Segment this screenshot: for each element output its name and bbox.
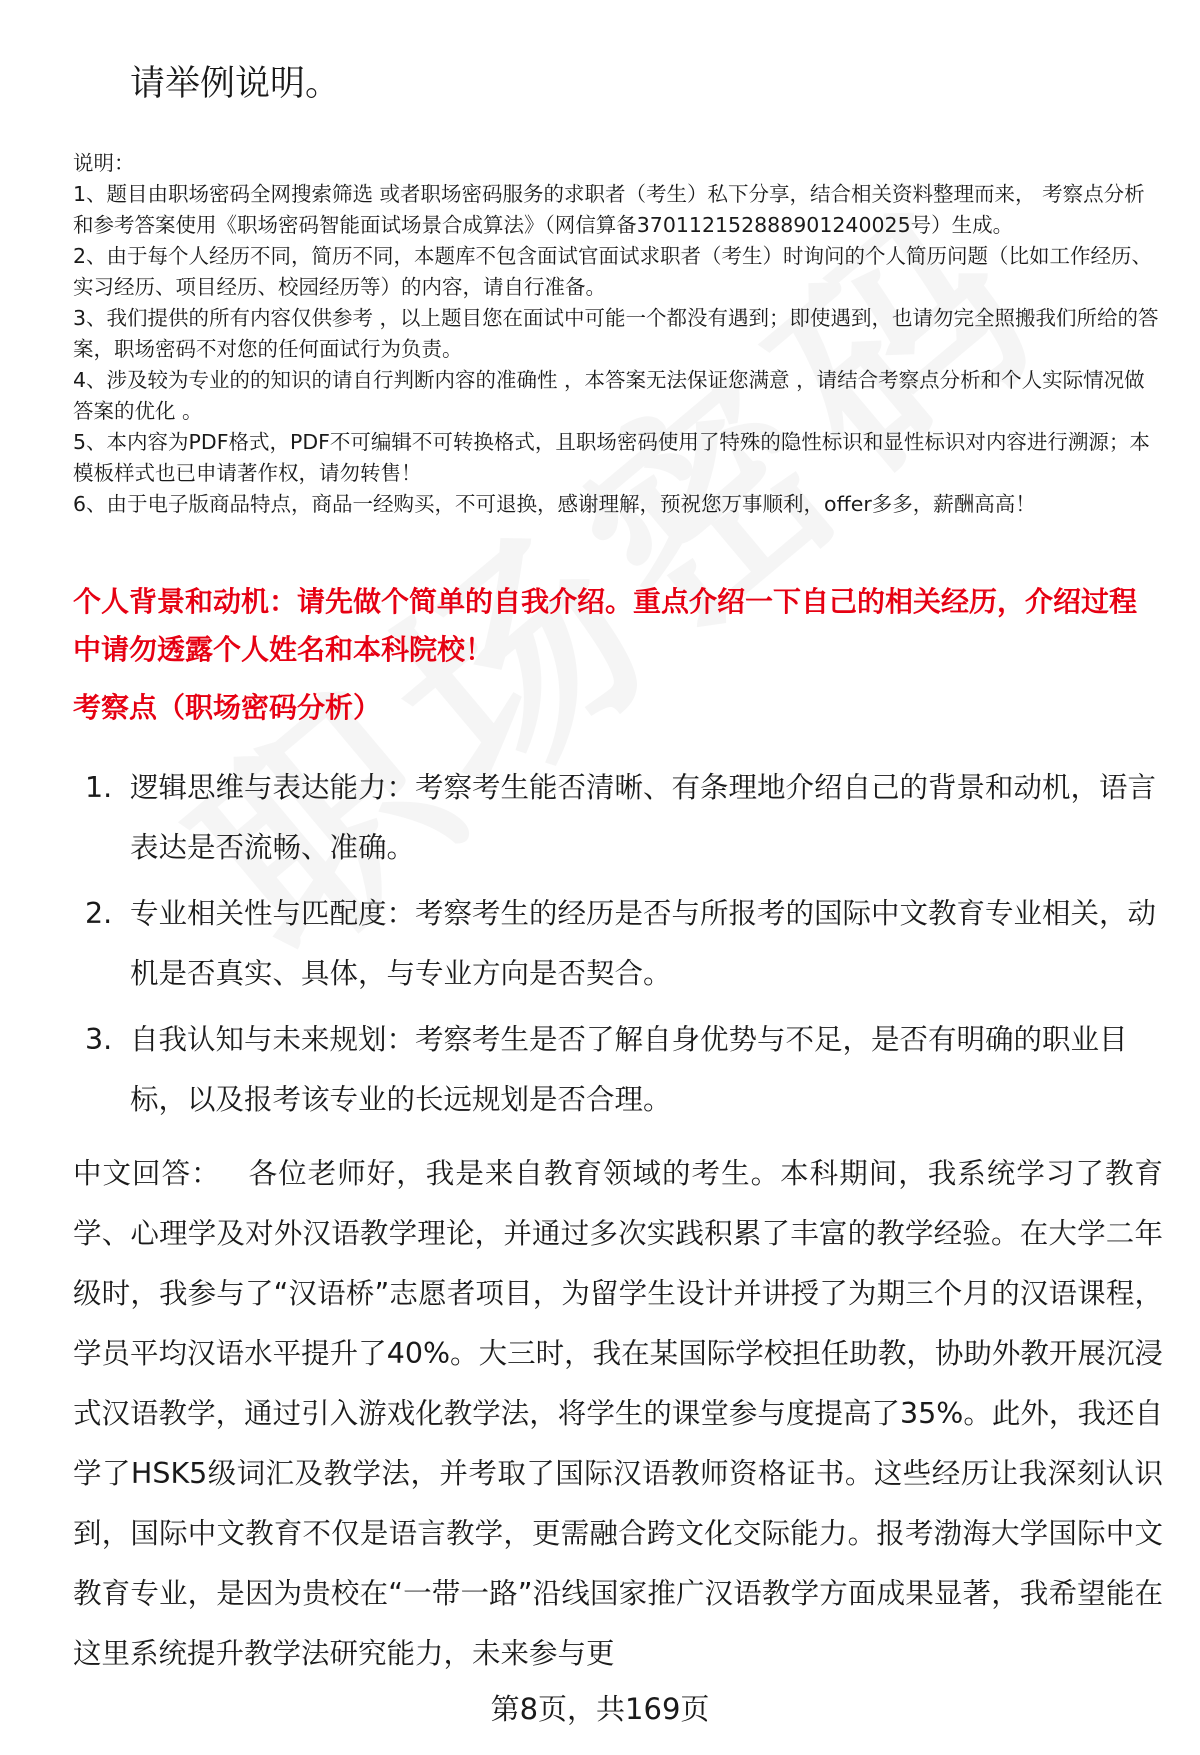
disclaimer-notes (73, 148, 1163, 520)
point-number: 3. (85, 1023, 113, 1056)
page-number-footer: 第8页，共169页 (490, 1692, 710, 1726)
note-item: 6、由于电子版商品特点，商品一经购买，不可退换，感谢理解，预祝您万事顺利，offer多多，薪酬高高！ (73, 492, 1036, 516)
point-text: 自我认知与未来规划：考察考生是否了解自身优势与不足，是否有明确的职业目标，以及报考该专业的长远规划是否合理。 (130, 1023, 1128, 1116)
analysis-point (85, 884, 1163, 1004)
question-continuation: 请举例说明。 (130, 64, 341, 104)
point-number: 1. (85, 771, 113, 804)
answer-paragraph (73, 1144, 1163, 1684)
answer-text: 各位老师好，我是来自教育领域的考生。本科期间，我系统学习了教育学、心理学及对外汉语教学理论，并通过多次实践积累了丰富的教学经验。在大学二年级时，我参与了“汉语桥”志愿者项目，为留学生设计并讲授了为期三个月的汉语课程，学员平均汉语水平提升了40%。大三时，我在某国际学校担任助教，协助外教开展沉浸式汉语教学，通过引入游戏化教学法，将学生的课堂参与度提高了35%。此外，我还自学了HSK5级词汇及教学法，并考取了国际汉语教师资格证书。这些经历让我深刻认识到，国际中文教育不仅是语言教学，更需融合跨文化交际能力。报考渤海大学国际中文教育专业，是因为贵校在“一带一路”沿线国家推广汉语教学方面成果显著，我希望能在这里系统提升教学法研究能力，未来参与更 (73, 1157, 1163, 1670)
point-text: 专业相关性与匹配度：考察考生的经历是否与所报考的国际中文教育专业相关，动机是否真实、具体，与专业方向是否契合。 (130, 897, 1157, 990)
point-text: 逻辑思维与表达能力：考察考生能否清晰、有条理地介绍自己的背景和动机，语言表达是否流畅、准确。 (130, 771, 1157, 864)
note-item: 3、我们提供的所有内容仅供参考 ，以上题目您在面试中可能一个都没有遇到；即使遇到，也请勿完全照搬我们所给的答案，职场密码不对您的任何面试行为负责。 (73, 306, 1159, 361)
note-item: 5、本内容为PDF格式，PDF不可编辑不可转换格式，且职场密码使用了特殊的隐性标识和显性标识对内容进行溯源；本模板样式也已申请著作权，请勿转售！ (73, 430, 1150, 485)
answer-label: 中文回答： (73, 1157, 221, 1190)
interview-question: 个人背景和动机：请先做个简单的自我介绍。重点介绍一下自己的相关经历，介绍过程中请勿透露个人姓名和本科院校！ (73, 585, 1138, 666)
point-number: 2. (85, 897, 113, 930)
note-item: 1、题目由职场密码全网搜索筛选 或者职场密码服务的求职者（考生）私下分享，结合相关资料整理而来， 考察点分析和参考答案使用《职场密码智能面试场景合成算法》（网信算备370112152888901240025号）生成。 (73, 182, 1145, 237)
notes-heading: 说明： (73, 151, 135, 175)
analysis-point (85, 1010, 1163, 1130)
note-item: 2、由于每个人经历不同，简历不同，本题库不包含面试官面试求职者（考生）时询问的个人简历问题（比如工作经历、实习经历、项目经历、校园经历等）的内容，请自行准备。 (73, 244, 1153, 299)
analysis-points-list (85, 758, 1163, 1136)
analysis-point (85, 758, 1163, 878)
analysis-section-title: 考察点（职场密码分析） (73, 691, 382, 724)
note-item: 4、涉及较为专业的的知识的请自行判断内容的准确性 ，本答案无法保证您满意 ，请结合考察点分析和个人实际情况做答案的优化 。 (73, 368, 1145, 423)
